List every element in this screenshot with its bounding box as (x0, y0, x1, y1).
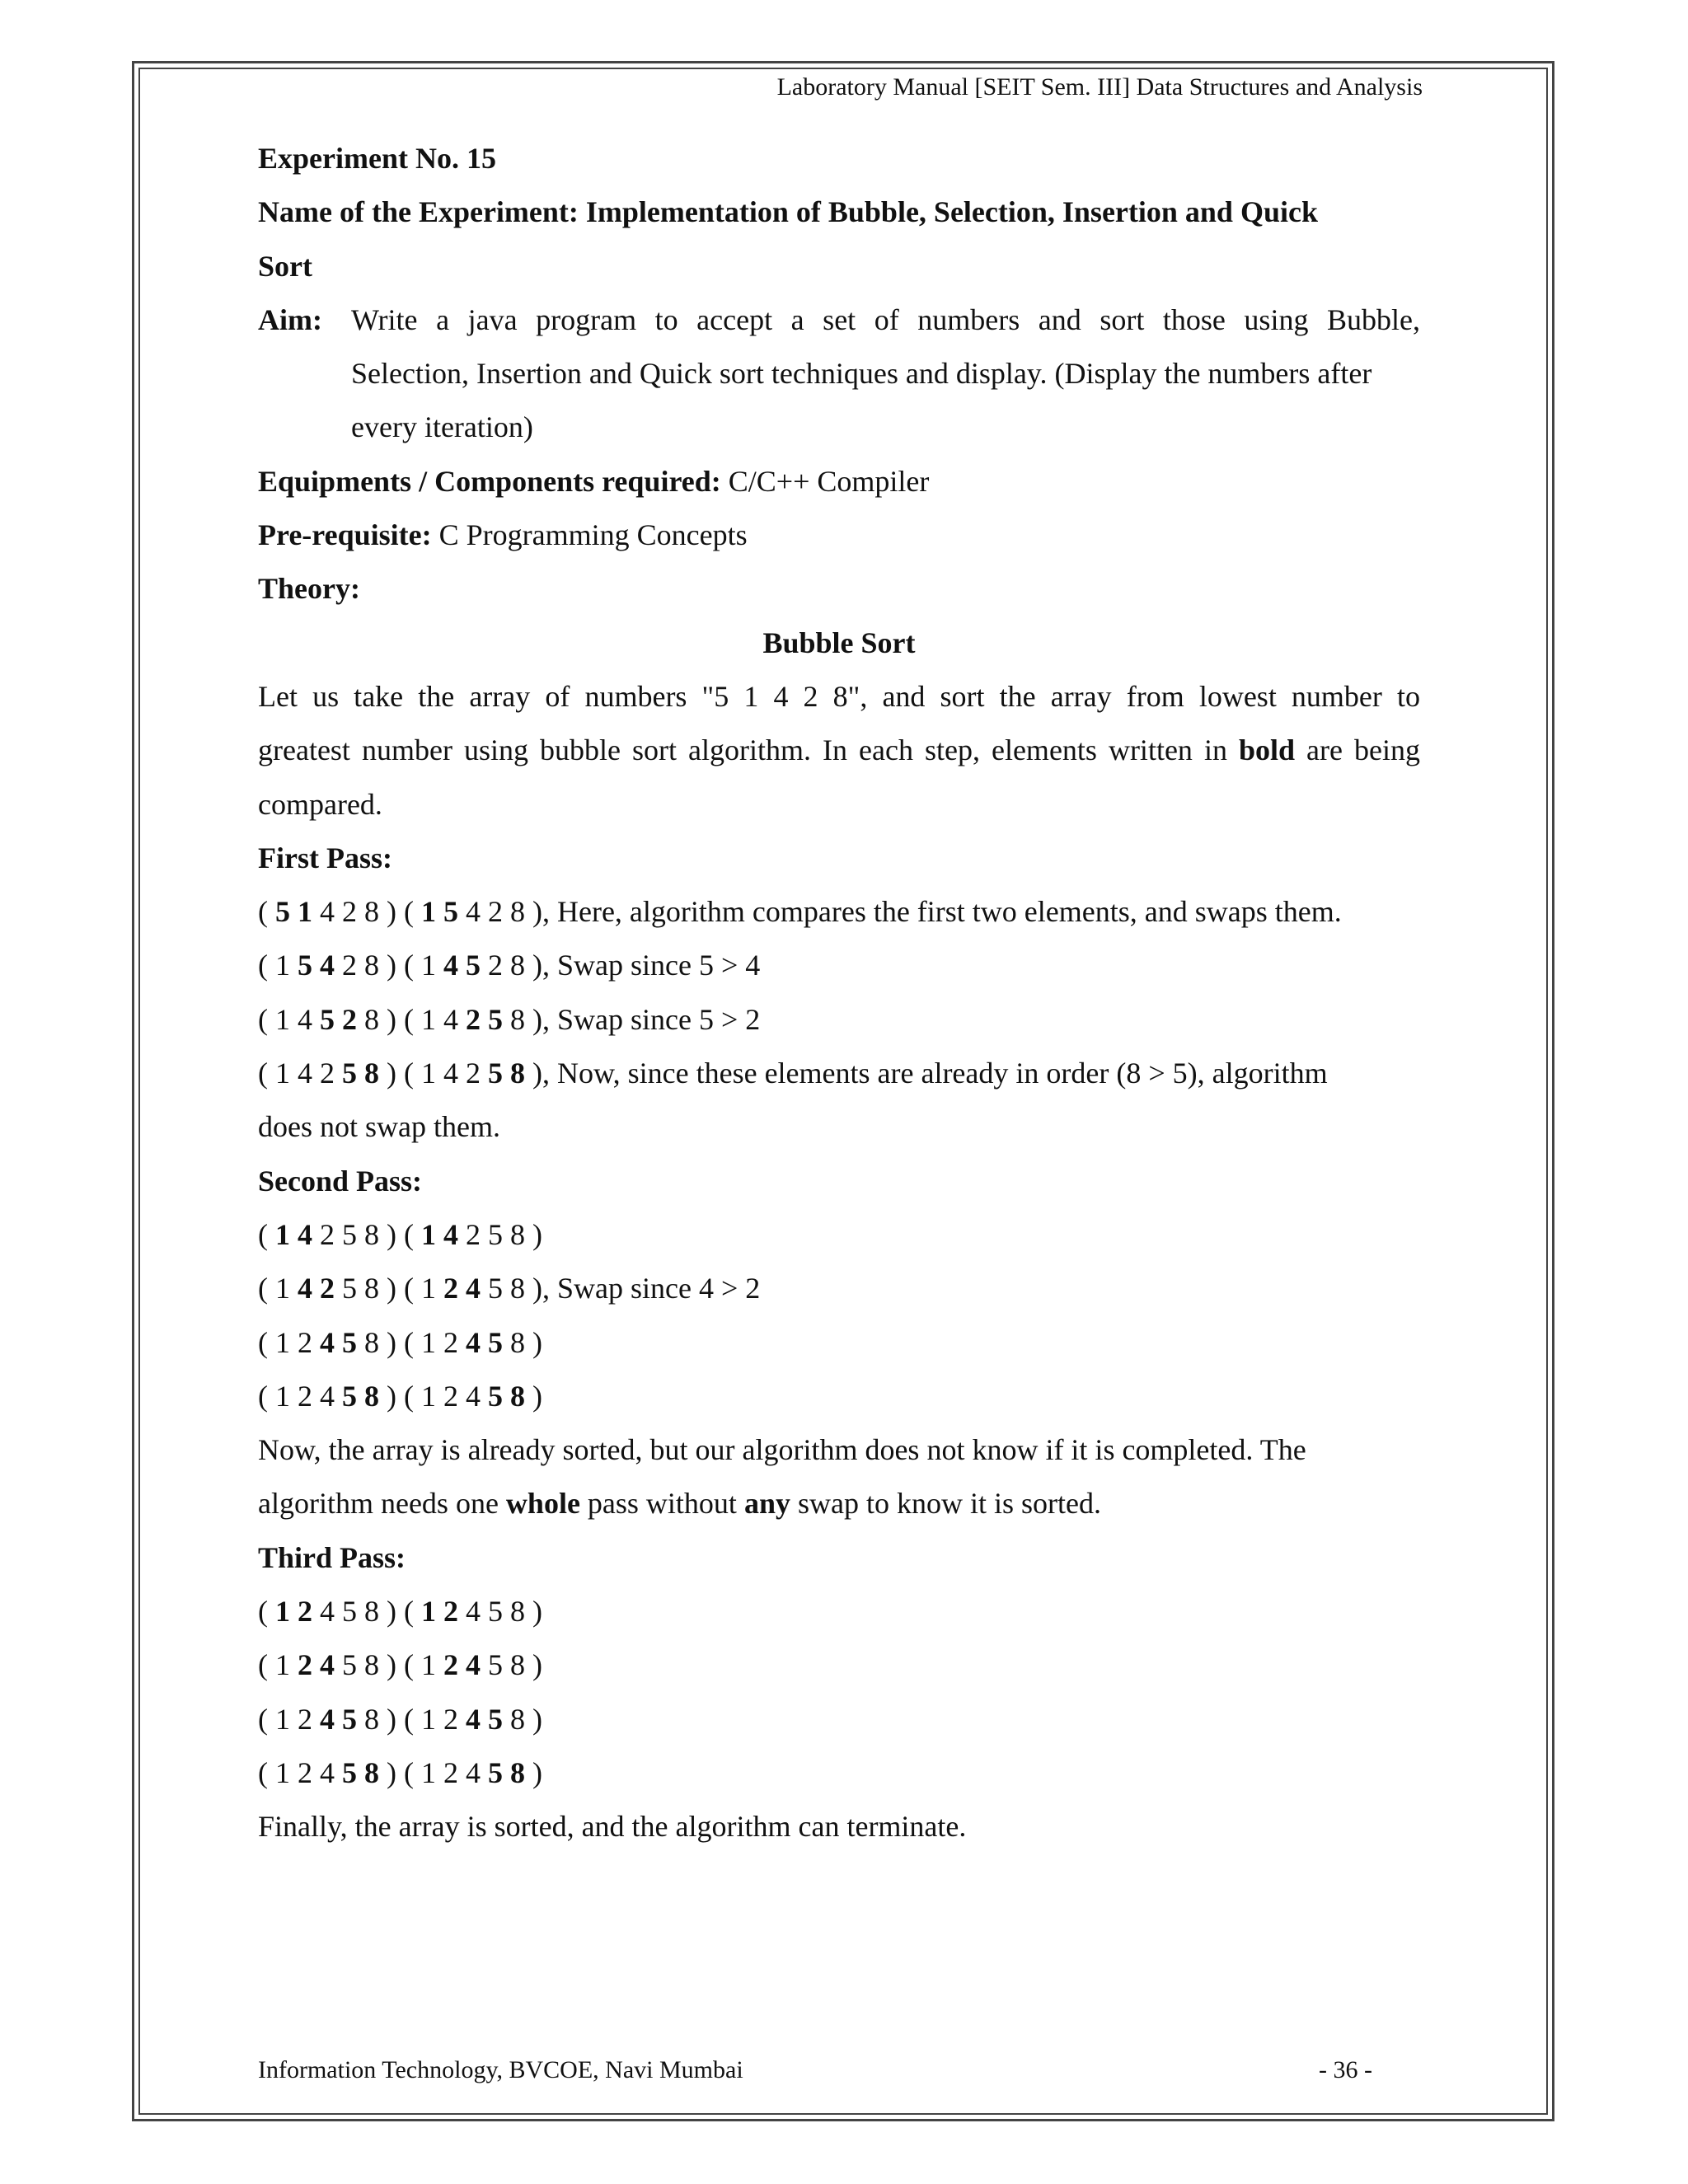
step-text: 5 8 ), Swap since 4 > 2 (480, 1272, 761, 1305)
step-text: ) ( 1 2 4 (379, 1379, 488, 1413)
step-text: ( (258, 895, 275, 929)
step-bold: 4 5 (320, 1702, 357, 1736)
note-line-2 (258, 1477, 1420, 1530)
intro-bold-word: bold (1238, 733, 1296, 767)
step-text: 5 8 ) ( 1 (335, 1648, 443, 1682)
step-bold: 2 4 (443, 1272, 481, 1305)
step-text: ), Now, since these elements are already in order (8 > 5), algorithm (524, 1057, 1328, 1090)
intro-text-b: are being (1295, 733, 1420, 767)
step-text: ) (524, 1379, 542, 1413)
step-text: ( 1 (258, 1272, 298, 1305)
step-bold: 1 2 (420, 1595, 458, 1629)
second-pass-step-3 (258, 1316, 1420, 1370)
step-bold: 5 2 (320, 1002, 357, 1036)
third-pass-label: Third Pass: (258, 1540, 406, 1574)
step-bold: 5 8 (487, 1379, 525, 1413)
step-bold: 5 8 (342, 1057, 379, 1090)
step-text: ( 1 2 4 (258, 1755, 342, 1789)
step-text: ( (258, 1217, 275, 1251)
step-bold: 4 5 (443, 949, 481, 982)
first-pass-label: First Pass: (258, 841, 392, 874)
step-bold: 1 4 (420, 1217, 458, 1251)
experiment-name-line-2: Sort (258, 249, 312, 283)
first-pass-step-4 (258, 1047, 1420, 1100)
step-bold: 5 4 (298, 949, 335, 982)
third-pass-step-4 (258, 1746, 1420, 1800)
step-bold: 4 5 (320, 1325, 357, 1359)
second-pass-step-2 (258, 1262, 1420, 1315)
second-pass-label: Second Pass: (258, 1164, 423, 1197)
intro-line-2 (258, 724, 1420, 777)
theory-label: Theory: (258, 572, 360, 606)
step-text: ( 1 2 (258, 1702, 320, 1736)
note-line-1: Now, the array is already sorted, but our algorithm does not know if it is completed. The (258, 1433, 1306, 1467)
step-bold: 5 8 (342, 1379, 379, 1413)
aim-line-1: Write a java program to accept a set of numbers and sort those using Bubble, (351, 302, 1420, 336)
step-text: ( 1 2 (258, 1325, 320, 1359)
bubble-sort-title: Bubble Sort (762, 626, 916, 659)
step-text: 2 8 ), Swap since 5 > 4 (480, 949, 761, 982)
step-text: 8 ), Swap since 5 > 2 (502, 1002, 761, 1036)
note-text: algorithm needs one (258, 1487, 506, 1521)
aim-line-2: Selection, Insertion and Quick sort techniques and display. (Display the numbers after (351, 357, 1372, 391)
step-bold: 4 5 (465, 1702, 503, 1736)
aim-label: Aim: (258, 302, 322, 336)
step-bold: 5 1 (275, 895, 312, 929)
second-pass-step-4 (258, 1370, 1420, 1423)
intro-line-3: compared. (258, 787, 382, 821)
step-text: 2 5 8 ) (457, 1217, 542, 1251)
step-text: ) ( 1 2 4 (379, 1755, 488, 1789)
equipment-row (258, 455, 1420, 509)
step-bold: 1 2 (275, 1595, 312, 1629)
aim-section (258, 293, 1420, 455)
step-text: 2 5 8 ) ( (312, 1217, 421, 1251)
step-bold: 4 5 (465, 1325, 503, 1359)
step-bold: 2 5 (465, 1002, 503, 1036)
first-pass-step-1 (258, 885, 1420, 939)
step-text: 8 ) ( 1 4 (357, 1002, 466, 1036)
step-bold: 5 8 (487, 1755, 525, 1789)
step-text: 5 8 ) (480, 1648, 542, 1682)
step-bold: 5 8 (342, 1755, 379, 1789)
step-text: 8 ) (502, 1702, 542, 1736)
step-bold: 5 8 (487, 1057, 525, 1090)
step-text: ( 1 4 2 (258, 1057, 342, 1090)
prerequisite-row (258, 509, 1420, 562)
conclusion: Finally, the array is sorted, and the algorithm can terminate. (258, 1810, 967, 1844)
step-text: 4 2 8 ) ( (312, 895, 421, 929)
third-pass-step-2 (258, 1638, 1420, 1692)
experiment-number: Experiment No. 15 (258, 142, 496, 175)
step-text: ) ( 1 4 2 (379, 1057, 488, 1090)
step-text: 4 5 8 ) (457, 1595, 542, 1629)
step-text: 4 5 8 ) ( (312, 1595, 421, 1629)
third-pass-step-1 (258, 1585, 1420, 1638)
step-text: 8 ) (502, 1325, 542, 1359)
intro-text-a: greatest number using bubble sort algorithm. In each step, elements written in (258, 733, 1239, 767)
prerequisite-value: C Programming Concepts (431, 518, 748, 552)
note-bold-whole: whole (505, 1487, 580, 1521)
note-text: swap to know it is sorted. (790, 1487, 1101, 1521)
step-text: ) (524, 1755, 542, 1789)
aim-body (351, 293, 1420, 455)
third-pass-step-3 (258, 1693, 1420, 1746)
step-text: 8 ) ( 1 2 (357, 1702, 466, 1736)
footer-page-number: - 36 - (1319, 2056, 1372, 2083)
step-text: ( 1 2 4 (258, 1379, 342, 1413)
second-pass-step-1 (258, 1208, 1420, 1262)
step-text: ( 1 4 (258, 1002, 320, 1036)
prerequisite-label: Pre-requisite: (258, 518, 432, 552)
experiment-name-line-1: Name of the Experiment: Implementation of Bubble, Selection, Insertion and Quick (258, 195, 1318, 229)
page-content (258, 132, 1420, 1854)
first-pass-step-4-cont: does not swap them. (258, 1110, 500, 1144)
step-bold: 2 4 (443, 1648, 481, 1682)
equipment-label: Equipments / Components required: (258, 464, 721, 498)
first-pass-step-2 (258, 939, 1420, 992)
footer-institution: Information Technology, BVCOE, Navi Mumbai (258, 2056, 743, 2083)
first-pass-step-3 (258, 993, 1420, 1047)
step-text: 2 8 ) ( 1 (335, 949, 443, 982)
note-text: pass without (579, 1487, 744, 1521)
step-text: 4 2 8 ), Here, algorithm compares the first two elements, and swaps them. (457, 895, 1342, 929)
running-header: Laboratory Manual [SEIT Sem. III] Data Structures and Analysis (776, 73, 1423, 101)
step-bold: 4 2 (298, 1272, 335, 1305)
step-text: ( (258, 1595, 275, 1629)
intro-line-1: Let us take the array of numbers "5 1 4 2 8", and sort the array from lowest number to (258, 679, 1420, 713)
step-bold: 1 5 (420, 895, 458, 929)
step-text: ( 1 (258, 949, 298, 982)
step-text: 8 ) ( 1 2 (357, 1325, 466, 1359)
note-bold-any: any (743, 1487, 790, 1521)
equipment-value: C/C++ Compiler (720, 464, 930, 498)
step-bold: 1 4 (275, 1217, 312, 1251)
aim-line-3: every iteration) (351, 410, 533, 444)
step-text: ( 1 (258, 1648, 298, 1682)
step-text: 5 8 ) ( 1 (335, 1272, 443, 1305)
step-bold: 2 4 (298, 1648, 335, 1682)
